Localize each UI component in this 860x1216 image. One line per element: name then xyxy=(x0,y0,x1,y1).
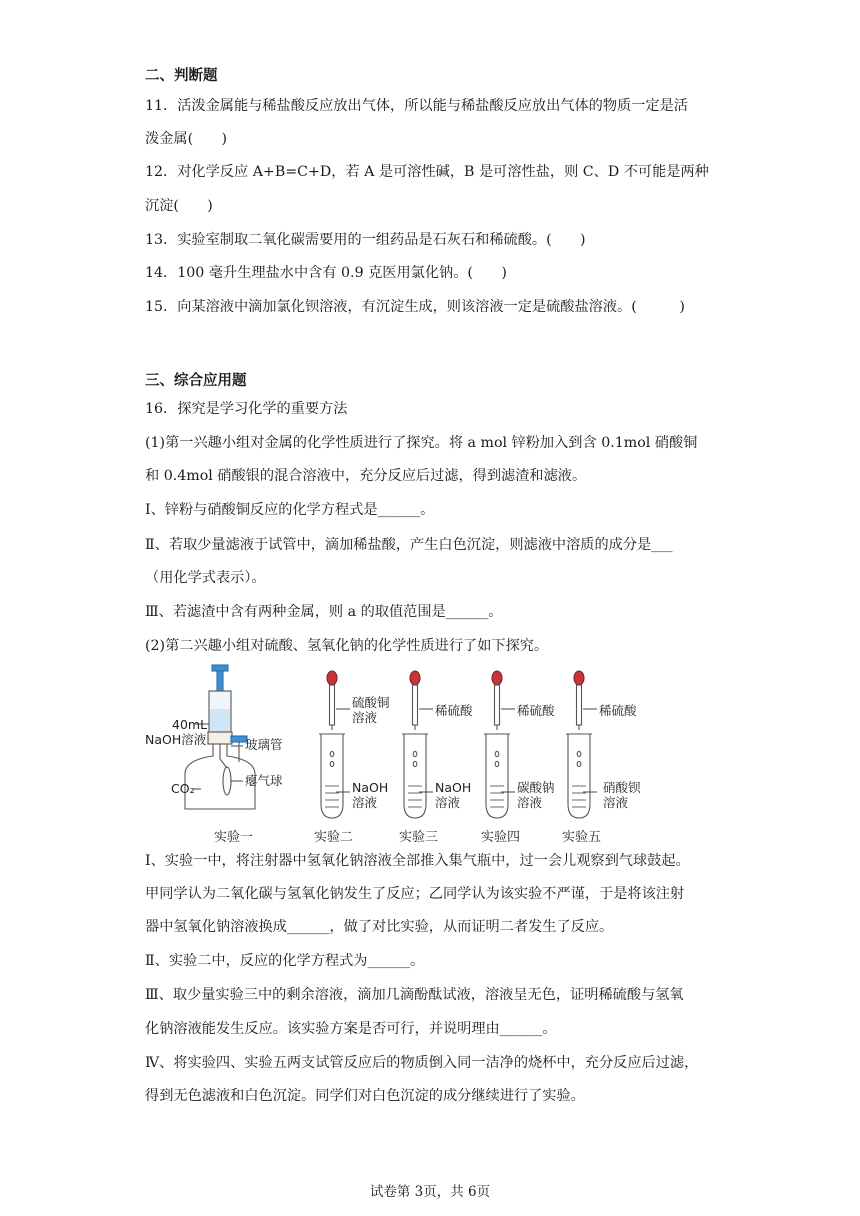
question-16-part1-line-1: (1)第一兴趣小组对金属的化学性质进行了探究。将 a mol 锌粉加入到含 0.1mol 硝酸铜 xyxy=(145,435,698,451)
question-16-part2-sub4-line-1: Ⅳ、将实验四、实验五两支试管反应后的物质倒入同一洁净的烧杯中，充分反应后过滤， xyxy=(145,1055,699,1071)
exp2-dropper-stem xyxy=(330,685,335,725)
exp2-drop xyxy=(330,761,334,766)
exp5-drop xyxy=(577,761,581,766)
question-16-part2-sub2: Ⅱ、实验二中，反应的化学方程式为______。 xyxy=(145,953,425,969)
question-12-line-2: 沉淀( ) xyxy=(145,198,213,214)
exp3-dropper-bulb xyxy=(410,671,420,685)
exp2-dropper-label-1: 硫酸铜 xyxy=(352,695,390,710)
exp5-test-tube xyxy=(568,734,590,818)
exp2-test-tube xyxy=(321,734,343,818)
question-16-part1-sub2-line-2: （用化学式表示）。 xyxy=(145,570,266,586)
exp3-drop xyxy=(413,761,417,766)
exp5-dropper-label: 稀硫酸 xyxy=(599,703,637,718)
experiment-figure xyxy=(145,664,655,845)
bottle-stopper xyxy=(208,732,232,744)
exp5-dropper-stem xyxy=(577,685,582,725)
question-16-part2-sub3-line-2: 化钠溶液能发生反应。该实验方案是否可行，并说明理由______。 xyxy=(145,1021,557,1037)
exp2-drop xyxy=(330,751,334,756)
exp2-tube-label-1: NaOH xyxy=(352,780,389,795)
exp4-tube-label-1: 碳酸钠 xyxy=(517,780,555,795)
exp4-dropper-bulb xyxy=(492,671,502,685)
exp5-drop xyxy=(577,751,581,756)
question-16-part2-sub1-line-1: Ⅰ、实验一中，将注射器中氢氧化钠溶液全部推入集气瓶中，过一会儿观察到气球鼓起。 xyxy=(145,853,690,869)
exp3-drop xyxy=(413,751,417,756)
exp4-tube-label-2: 溶液 xyxy=(517,795,543,810)
syringe-solution-label: NaOH溶液 xyxy=(145,732,207,747)
question-15: 15．向某溶液中滴加氯化钡溶液，有沉淀生成，则该溶液一定是硫酸盐溶液。( ) xyxy=(145,299,685,315)
caption-experiment-3: 实验三 xyxy=(399,830,439,845)
question-11-line-1: 11．活泼金属能与稀盐酸反应放出气体，所以能与稀盐酸反应放出气体的物质一定是活 xyxy=(145,98,688,114)
exp5-tube-label-1: 硝酸钡 xyxy=(603,780,641,795)
exp2-tube-label-2: 溶液 xyxy=(352,795,378,810)
deflated-balloon xyxy=(223,767,231,795)
exp4-dropper-label: 稀硫酸 xyxy=(517,703,555,718)
question-16-title: 16．探究是学习化学的重要方法 xyxy=(145,401,348,417)
caption-experiment-5: 实验五 xyxy=(562,830,602,845)
exp3-dropper-stem xyxy=(413,685,418,725)
question-12-line-1: 12．对化学反应 A+B=C+D，若 A 是可溶性碱，B 是可溶性盐，则 C、D 不可能是两种 xyxy=(145,164,709,180)
exp5-dropper-bulb xyxy=(574,671,584,685)
question-16-part1-sub3: Ⅲ、若滤渣中含有两种金属，则 a 的取值范围是______。 xyxy=(145,604,503,620)
question-14: 14．100 毫升生理盐水中含有 0.9 克医用氯化钠。( ) xyxy=(145,265,507,281)
section-heading-judgement: 二、判断题 xyxy=(145,67,218,84)
exp3-dropper-label: 稀硫酸 xyxy=(435,703,473,718)
question-11-line-2: 泼金属( ) xyxy=(145,131,228,147)
exp4-drop xyxy=(495,761,499,766)
exp2-dropper-label-2: 溶液 xyxy=(352,710,378,725)
balloon-label: 瘪气球 xyxy=(245,773,283,788)
caption-experiment-1: 实验一 xyxy=(214,830,254,845)
exp4-dropper-stem xyxy=(495,685,500,725)
exp3-tube-label-2: 溶液 xyxy=(435,795,461,810)
exp4-drop xyxy=(495,751,499,756)
question-16-part2-sub1-line-2: 甲同学认为二氧化碳与氢氧化钠发生了反应；乙同学认为该实验不严谨，于是将该注射 xyxy=(145,886,685,902)
exp3-test-tube xyxy=(404,734,426,818)
co2-label: CO₂ xyxy=(171,781,195,796)
syringe-volume-label: 40mL xyxy=(172,717,208,732)
question-16-part2-sub4-line-2: 得到无色滤液和白色沉淀。同学们对白色沉淀的成分继续进行了实验。 xyxy=(145,1088,585,1104)
question-16-part2-intro: (2)第二兴趣小组对硫酸、氢氧化钠的化学性质进行了如下探究。 xyxy=(145,638,549,654)
page-footer: 试卷第 3页，共 6页 xyxy=(369,1184,491,1200)
question-16-part1-sub1: Ⅰ、锌粉与硝酸铜反应的化学方程式是______。 xyxy=(145,502,435,518)
question-16-part1-line-2: 和 0.4mol 硝酸银的混合溶液中，充分反应后过滤，得到滤渣和滤液。 xyxy=(145,468,587,484)
glass-tube-label: 玻璃管 xyxy=(245,737,283,752)
question-16-part1-sub2-line-1: Ⅱ、若取少量滤液于试管中，滴加稀盐酸，产生白色沉淀，则滤液中溶质的成分是___ xyxy=(145,537,673,553)
question-16-part2-sub1-line-3: 器中氢氧化钠溶液换成______，做了对比实验，从而证明二者发生了反应。 xyxy=(145,919,614,935)
exp2-dropper-bulb xyxy=(327,671,337,685)
exp3-tube-label-1: NaOH xyxy=(435,780,472,795)
exp4-test-tube xyxy=(486,734,508,818)
question-13: 13．实验室制取二氧化碳需要用的一组药品是石灰石和稀硫酸。( ) xyxy=(145,232,586,248)
experiment-drawing xyxy=(165,664,655,844)
exp5-tube-label-2: 溶液 xyxy=(603,795,629,810)
question-16-part2-sub3-line-1: Ⅲ、取少量实验三中的剩余溶液，滴加几滴酚酞试液，溶液呈无色，证明稀硫酸与氢氧 xyxy=(145,987,684,1003)
syringe-plunger-cap xyxy=(212,665,228,671)
caption-experiment-2: 实验二 xyxy=(314,830,354,845)
syringe-plunger-rod xyxy=(217,671,223,691)
section-heading-application: 三、综合应用题 xyxy=(145,372,247,389)
caption-experiment-4: 实验四 xyxy=(481,830,521,845)
